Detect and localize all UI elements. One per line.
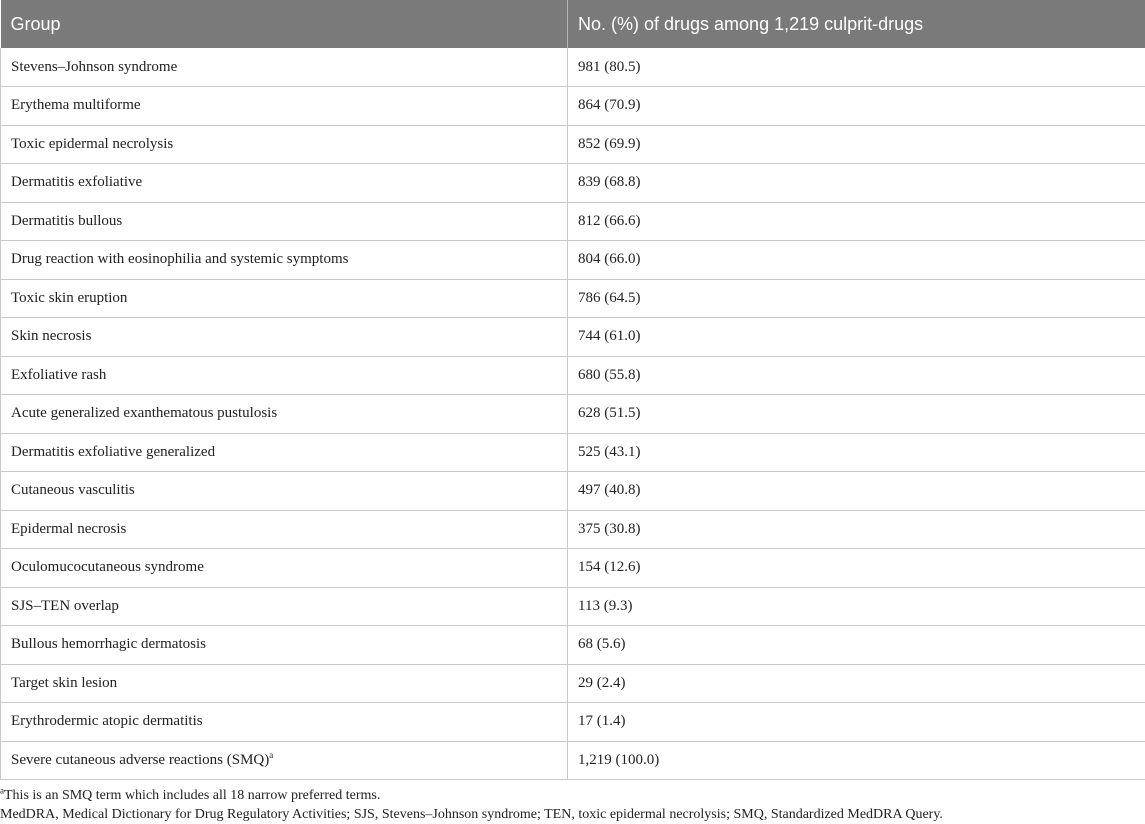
footnote-a bbox=[0, 786, 1145, 805]
group-label: Toxic epidermal necrolysis bbox=[11, 135, 174, 152]
table-row bbox=[1, 356, 1145, 395]
header-count: No. (%) of drugs among 1,219 culprit-drugs bbox=[568, 0, 1145, 48]
cell-count: 17 (1.4) bbox=[568, 703, 1145, 742]
table-row bbox=[1, 664, 1145, 703]
cell-count: 852 (69.9) bbox=[568, 125, 1145, 164]
cell-group bbox=[1, 549, 568, 588]
group-label: Stevens–Johnson syndrome bbox=[11, 58, 178, 75]
group-label: Dermatitis exfoliative bbox=[11, 174, 143, 191]
cell-group bbox=[1, 741, 568, 780]
cell-group bbox=[1, 241, 568, 280]
table-row bbox=[1, 202, 1145, 241]
cell-count: 744 (61.0) bbox=[568, 318, 1145, 357]
group-label: Erythrodermic atopic dermatitis bbox=[11, 713, 203, 730]
cell-count: 497 (40.8) bbox=[568, 472, 1145, 511]
table-footnotes bbox=[0, 786, 1145, 824]
group-label: Dermatitis bullous bbox=[11, 212, 123, 229]
group-label: Drug reaction with eosinophilia and systemic symptoms bbox=[11, 251, 349, 268]
cell-count: 154 (12.6) bbox=[568, 549, 1145, 588]
table-row bbox=[1, 279, 1145, 318]
cell-count: 981 (80.5) bbox=[568, 48, 1145, 87]
cell-count: 68 (5.6) bbox=[568, 626, 1145, 665]
cell-group bbox=[1, 87, 568, 126]
group-label: Erythema multiforme bbox=[11, 97, 141, 114]
cell-count: 628 (51.5) bbox=[568, 395, 1145, 434]
group-label: Dermatitis exfoliative generalized bbox=[11, 443, 216, 460]
cell-group bbox=[1, 587, 568, 626]
cell-count: 29 (2.4) bbox=[568, 664, 1145, 703]
table-row bbox=[1, 433, 1145, 472]
group-label: SJS–TEN overlap bbox=[11, 597, 119, 614]
table-row bbox=[1, 318, 1145, 357]
table-body bbox=[1, 48, 1145, 780]
cell-count: 113 (9.3) bbox=[568, 587, 1145, 626]
cell-group bbox=[1, 664, 568, 703]
group-label: Toxic skin eruption bbox=[11, 289, 128, 306]
group-label: Bullous hemorrhagic dermatosis bbox=[11, 636, 206, 653]
cell-count: 375 (30.8) bbox=[568, 510, 1145, 549]
table-row bbox=[1, 510, 1145, 549]
footnote-a-marker: a bbox=[0, 785, 4, 796]
table-row bbox=[1, 48, 1145, 87]
table-row bbox=[1, 125, 1145, 164]
group-label: Skin necrosis bbox=[11, 328, 92, 345]
group-label: Epidermal necrosis bbox=[11, 520, 127, 537]
footnote-marker: a bbox=[269, 749, 274, 760]
group-label: Exfoliative rash bbox=[11, 366, 107, 383]
cell-count: 525 (43.1) bbox=[568, 433, 1145, 472]
cell-group bbox=[1, 395, 568, 434]
table-row bbox=[1, 741, 1145, 780]
table-row bbox=[1, 472, 1145, 511]
table-row bbox=[1, 626, 1145, 665]
footnote-a-text: This is an SMQ term which includes all 18 narrow preferred terms. bbox=[4, 788, 381, 803]
cell-count: 786 (64.5) bbox=[568, 279, 1145, 318]
cell-group bbox=[1, 125, 568, 164]
cell-group bbox=[1, 318, 568, 357]
group-label: Acute generalized exanthematous pustulosis bbox=[11, 405, 278, 422]
cell-count: 804 (66.0) bbox=[568, 241, 1145, 280]
cell-group bbox=[1, 472, 568, 511]
table-row bbox=[1, 703, 1145, 742]
cell-count: 812 (66.6) bbox=[568, 202, 1145, 241]
cell-count: 864 (70.9) bbox=[568, 87, 1145, 126]
cell-count: 680 (55.8) bbox=[568, 356, 1145, 395]
cell-group bbox=[1, 510, 568, 549]
group-label: Oculomucocutaneous syndrome bbox=[11, 559, 204, 576]
group-label: Severe cutaneous adverse reactions (SMQ) bbox=[11, 751, 270, 768]
table-row bbox=[1, 87, 1145, 126]
cell-group bbox=[1, 202, 568, 241]
header-row bbox=[1, 0, 1145, 48]
footnote-abbreviations: MedDRA, Medical Dictionary for Drug Regulatory Activities; SJS, Stevens–Johnson syndrome; TEN, toxic epidermal necrolysis; SMQ, Standardized MedDRA Query. bbox=[0, 807, 943, 822]
table-row bbox=[1, 164, 1145, 203]
table-row bbox=[1, 587, 1145, 626]
cell-group bbox=[1, 703, 568, 742]
cell-group bbox=[1, 626, 568, 665]
table-row bbox=[1, 549, 1145, 588]
table-row bbox=[1, 395, 1145, 434]
group-label: Cutaneous vasculitis bbox=[11, 482, 135, 499]
cell-group bbox=[1, 48, 568, 87]
cell-group bbox=[1, 164, 568, 203]
cell-group bbox=[1, 356, 568, 395]
cell-group bbox=[1, 433, 568, 472]
group-label: Target skin lesion bbox=[11, 674, 118, 691]
cell-count: 839 (68.8) bbox=[568, 164, 1145, 203]
table-header bbox=[1, 0, 1145, 48]
table-row bbox=[1, 241, 1145, 280]
cell-count: 1,219 (100.0) bbox=[568, 741, 1145, 780]
cell-group bbox=[1, 279, 568, 318]
header-group: Group bbox=[1, 0, 568, 48]
